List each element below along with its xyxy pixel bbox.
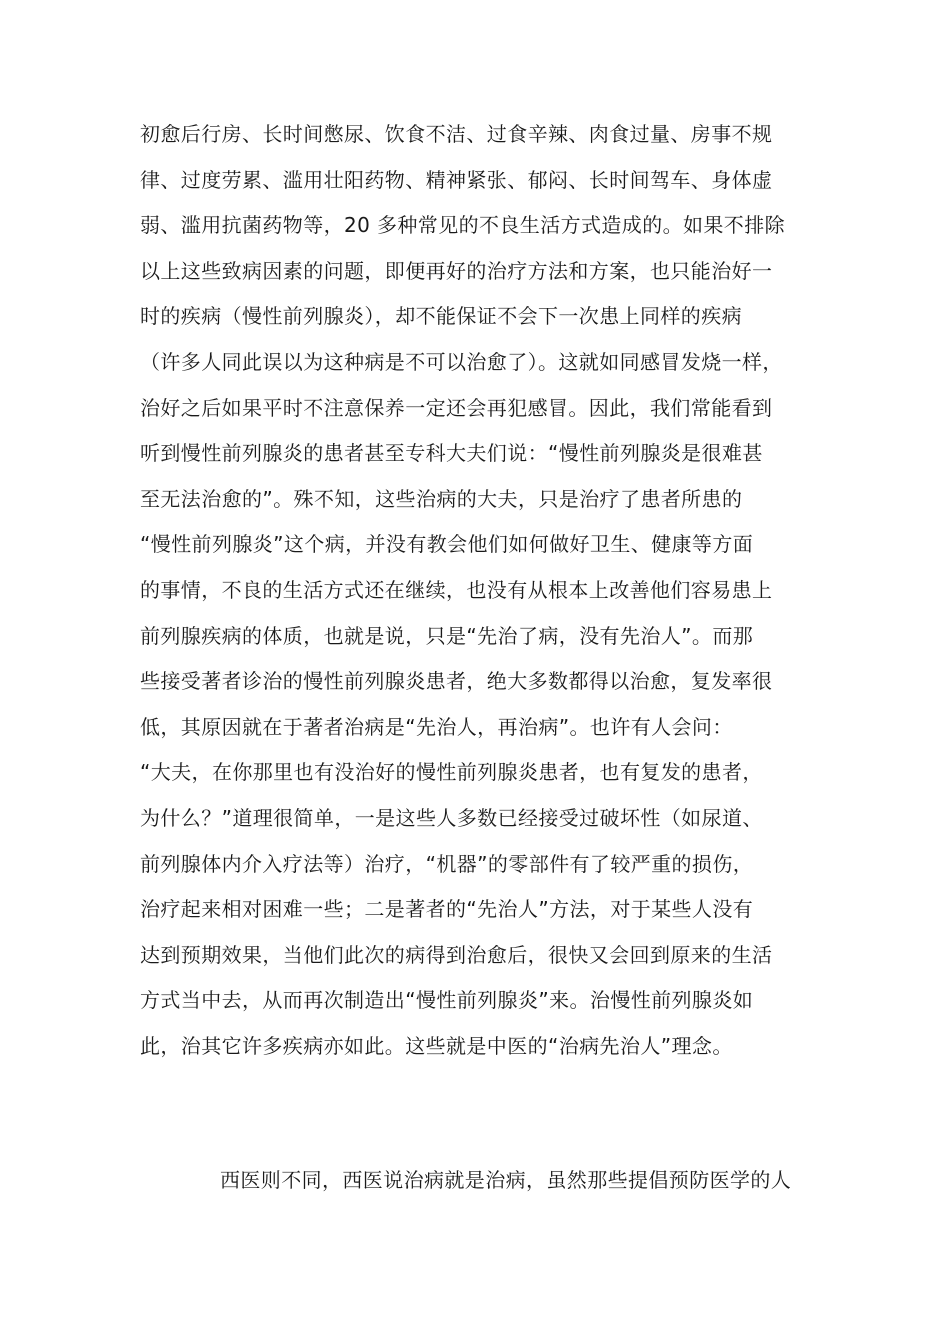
paragraph-line: 前列腺疾病的体质，也就是说，只是“先治了病，没有先治人”。而那 [140,623,754,648]
paragraph-line: 为什么？”道理很简单，一是这些人多数已经接受过破坏性（如尿道、 [140,805,763,830]
paragraph-line: 初愈后行房、长时间憋尿、饮食不洁、过食辛辣、肉食过量、房事不规 [140,122,773,146]
paragraph-line: 时的疾病（慢性前列腺炎），却不能保证不会下一次患上同样的疾病 [140,304,742,329]
paragraph-line: 低，其原因就在于著者治病是“先治人，再治病”。也许有人会问： [140,714,733,739]
paragraph-line: 弱、滥用抗菌药物等，20 多种常见的不良生活方式造成的。如果不排除 [140,213,786,238]
paragraph-line: 方式当中去，从而再次制造出“慢性前列腺炎”来。治慢性前列腺炎如 [140,988,754,1013]
paragraph-line: （许多人同此误以为这种病是不可以治愈了）。这就如同感冒发烧一样， [140,349,783,374]
paragraph-line: 达到预期效果，当他们此次的病得到治愈后，很快又会回到原来的生活 [140,942,773,967]
paragraph-line: 些接受著者诊治的慢性前列腺炎患者，绝大多数都得以治愈，复发率很 [140,669,773,694]
paragraph-line: 西医则不同，西医说治病就是治病，虽然那些提倡预防医学的人 [220,1168,792,1192]
paragraph-line: 的事情，不良的生活方式还在继续，也没有从根本上改善他们容易患上 [140,577,773,602]
paragraph-line: 此，治其它许多疾病亦如此。这些就是中医的“治病先治人”理念。 [140,1033,733,1058]
paragraph-1 [140,112,820,1069]
paragraph-2 [140,1158,820,1204]
paragraph-line: 以上这些致病因素的问题，即便再好的治疗方法和方案，也只能治好一 [140,258,773,283]
paragraph-line: 前列腺体内介入疗法等）治疗，“机器”的零部件有了较严重的损伤， [140,851,754,876]
paragraph-line: “慢性前列腺炎”这个病，并没有教会他们如何做好卫生、健康等方面 [140,532,754,557]
paragraph-line: 至无法治愈的”。殊不知，这些治病的大夫，只是治疗了患者所患的 [140,486,743,511]
paragraph-line: 治好之后如果平时不注意保养一定还会再犯感冒。因此，我们常能看到 [140,395,773,420]
paragraph-line: “大夫，在你那里也有没治好的慢性前列腺炎患者，也有复发的患者， [140,760,763,785]
paragraph-line: 治疗起来相对困难一些；二是著者的“先治人”方法，对于某些人没有 [140,897,754,922]
paragraph-line: 听到慢性前列腺炎的患者甚至专科大夫们说：“慢性前列腺炎是很难甚 [140,441,763,466]
paragraph-line: 律、过度劳累、滥用壮阳药物、精神紧张、郁闷、长时间驾车、身体虚 [140,167,773,192]
